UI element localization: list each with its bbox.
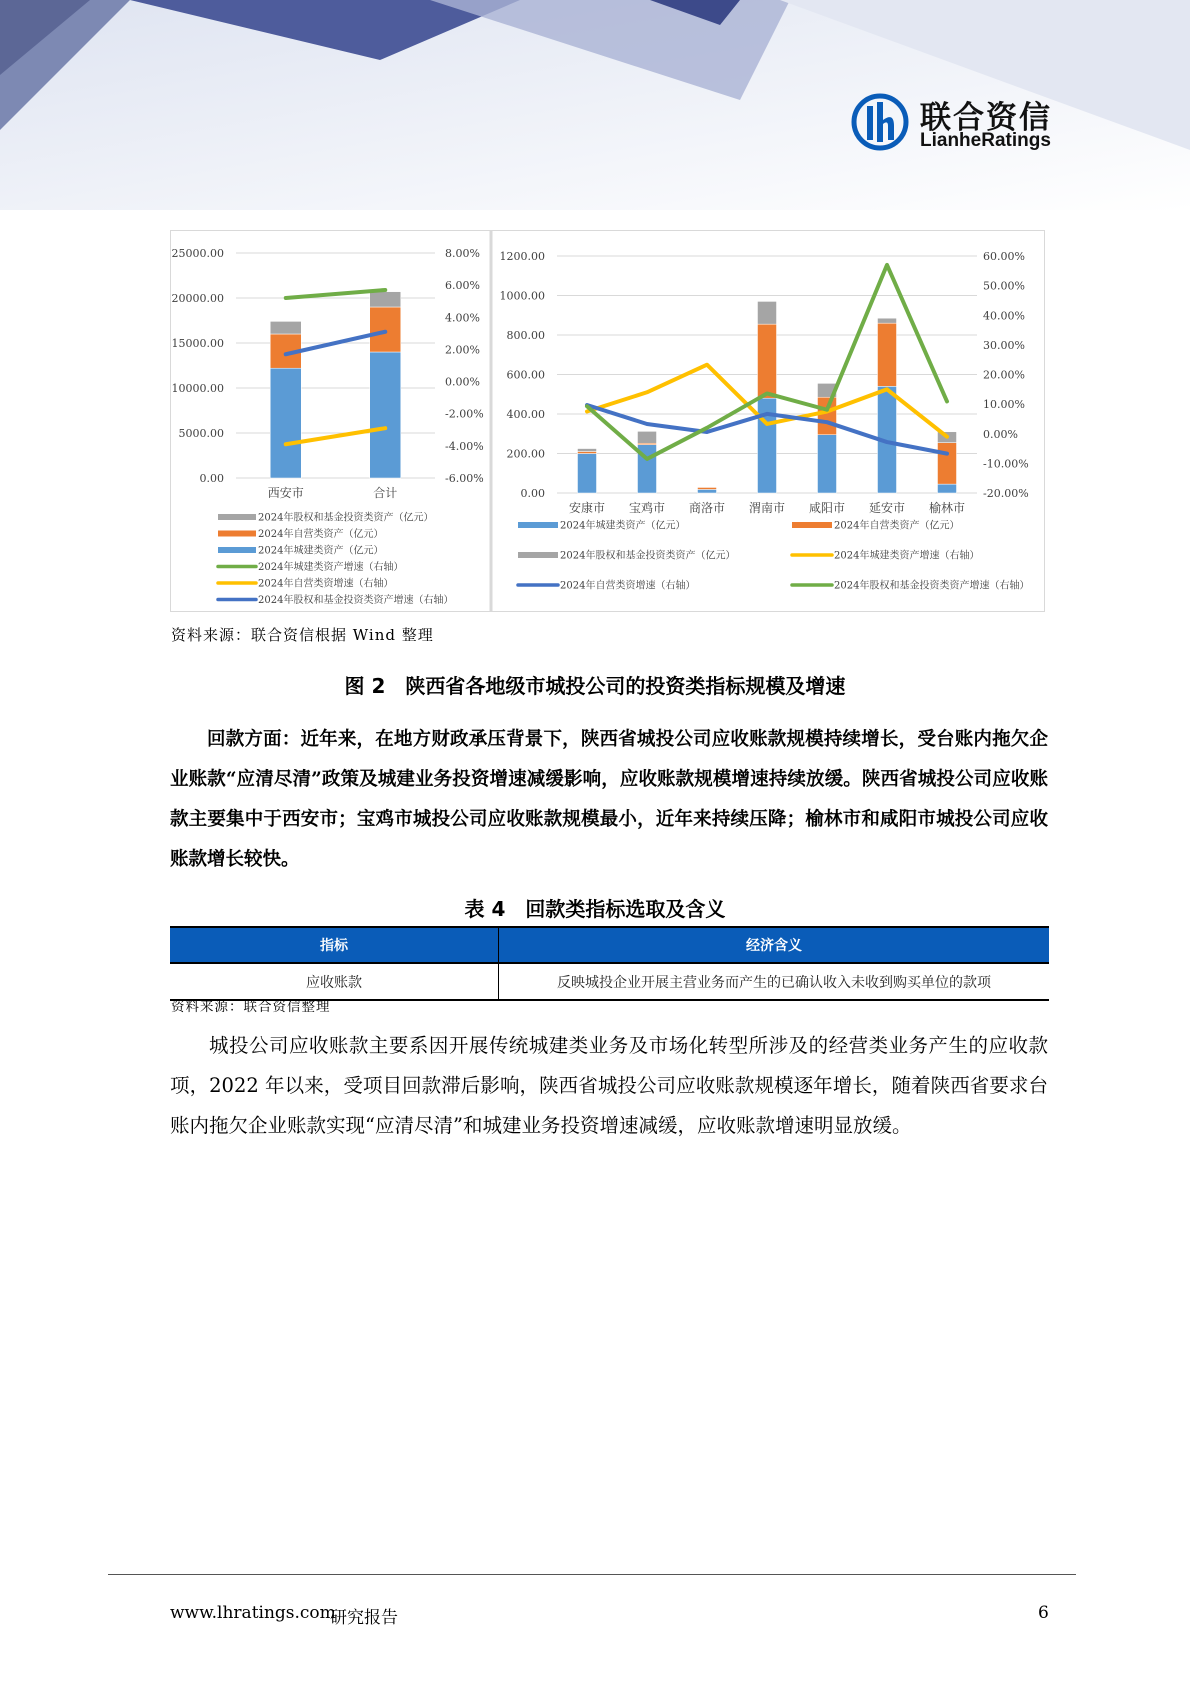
x-category-label: 安康市: [568, 501, 606, 515]
y-tick-label: 20000.00: [171, 292, 224, 305]
bar-segment: [270, 321, 301, 334]
legend-label: 2024年股权和基金投资类资产（亿元）: [560, 550, 736, 562]
legend-swatch: [218, 531, 256, 537]
bar-segment: [370, 292, 401, 307]
chart-source-note: 资料来源：联合资信根据 Wind 整理: [171, 626, 434, 644]
legend-label: 2024年自营类资产（亿元）: [258, 529, 384, 540]
bar-segment: [758, 301, 777, 324]
legend-swatch: [792, 522, 832, 528]
legend-swatch: [218, 547, 256, 553]
y2-tick-label: 6.00%: [445, 279, 480, 293]
y2-tick-label: 0.00%: [445, 375, 480, 389]
x-category-label: 合计: [373, 486, 398, 500]
bar-segment: [938, 443, 957, 484]
footer-doc-type: 研究报告: [330, 1608, 398, 1628]
y2-tick-label: -10.00%: [983, 457, 1029, 471]
x-category-label: 商洛市: [688, 501, 726, 515]
bar-segment: [578, 452, 597, 454]
paragraph-collections: 回款方面：近年来，在地方财政承压背景下，陕西省城投公司应收账款规模持续增长，受台账内拖欠企业账款“应清尽清”政策及城建业务投资增速减缓影响，应收账款规模增速持续放缓。陕西省城投公司应收账款主要集中于西安市；宝鸡市城投公司应收账款规模最小，近年来持续压降；榆林市和咸阳市城投公司应收账款增长较快。: [170, 729, 1048, 870]
x-category-label: 渭南市: [748, 501, 786, 515]
table-header-meaning: 经济含义: [499, 927, 1050, 963]
logo-english: LianheRatings: [920, 130, 1051, 151]
y2-tick-label: 30.00%: [983, 338, 1025, 352]
figure-title: 图 2 陕西省各地级市城投公司的投资类指标规模及增速: [344, 674, 846, 698]
y-tick-label: 1000.00: [499, 289, 545, 303]
legend-label: 2024年股权和基金投资类资产增速（右轴）: [834, 580, 1030, 592]
y2-tick-label: -6.00%: [445, 472, 484, 485]
y2-tick-label: 0.00%: [983, 427, 1018, 441]
x-category-label: 榆林市: [928, 501, 966, 515]
legend-label: 2024年城建类资产增速（右轴）: [834, 550, 980, 562]
legend-label: 2024年股权和基金投资类资产（亿元）: [258, 512, 434, 524]
bar-segment: [878, 318, 897, 323]
footer-divider: [108, 1574, 1076, 1575]
bar-segment: [578, 449, 597, 452]
bar-segment: [758, 324, 777, 398]
y2-tick-label: 4.00%: [445, 311, 480, 325]
bar-segment: [818, 435, 837, 493]
x-category-label: 宝鸡市: [628, 501, 666, 515]
y2-tick-label: -4.00%: [445, 439, 484, 453]
legend-label: 2024年城建类资产（亿元）: [560, 520, 686, 532]
y-tick-label: 1200.00: [499, 250, 545, 263]
bar-segment: [578, 454, 597, 494]
table-header-indicator: 指标: [170, 927, 499, 963]
y2-tick-label: -20.00%: [983, 487, 1029, 500]
y-tick-label: 600.00: [506, 368, 545, 382]
y2-tick-label: 10.00%: [983, 398, 1025, 412]
lianhe-logo-icon: [850, 92, 910, 152]
table-cell-meaning: 反映城投企业开展主营业务而产生的已确认收入未收到购买单位的款项: [499, 963, 1050, 1000]
y2-tick-label: 60.00%: [983, 250, 1025, 263]
page-number: 6: [1038, 1603, 1049, 1623]
y2-tick-label: 2.00%: [445, 343, 480, 357]
y-tick-label: 800.00: [506, 329, 545, 342]
x-category-label: 延安市: [868, 501, 906, 515]
bar-segment: [270, 368, 301, 478]
legend-label: 2024年城建类资产（亿元）: [258, 545, 384, 557]
bar-segment: [370, 352, 401, 478]
bar-segment: [698, 489, 717, 493]
legend-label: 2024年自营类资增速（右轴）: [560, 580, 696, 592]
legend-swatch: [218, 514, 256, 520]
y2-tick-label: 50.00%: [983, 279, 1025, 293]
legend-swatch: [518, 522, 558, 528]
bar-segment: [698, 487, 717, 489]
legend-label: 2024年城建类资产增速（右轴）: [258, 562, 404, 573]
y-tick-label: 400.00: [506, 408, 545, 421]
table-source-note: 资料来源：联合资信整理: [171, 999, 331, 1015]
y-tick-label: 10000.00: [171, 382, 224, 395]
y-tick-label: 15000.00: [171, 337, 224, 350]
legend-label: 2024年自营类资产（亿元）: [834, 520, 960, 532]
y-tick-label: 200.00: [506, 447, 545, 461]
bar-segment: [818, 397, 837, 435]
y2-tick-label: 40.00%: [983, 309, 1025, 323]
y-tick-label: 0.00: [199, 472, 224, 485]
legend-label: 2024年自营类资增速（右轴）: [258, 578, 394, 590]
bar-segment: [370, 307, 401, 352]
legend-swatch: [518, 552, 558, 558]
indicator-table: [170, 926, 1049, 1001]
bar-segment: [638, 431, 657, 443]
y2-tick-label: 8.00%: [445, 247, 480, 260]
y-tick-label: 5000.00: [178, 427, 224, 440]
table-cell-indicator: 应收账款: [170, 963, 499, 1000]
table-header-row: [170, 927, 1049, 963]
legend-label: 2024年股权和基金投资类资产增速（右轴）: [258, 595, 454, 606]
logo-chinese: 联合资信: [920, 100, 1052, 136]
y2-tick-label: 20.00%: [983, 368, 1025, 382]
table-title: 表 4 回款类指标选取及含义: [464, 897, 726, 921]
footer-website[interactable]: www.lhratings.com: [170, 1603, 336, 1623]
paragraph-receivables: 城投公司应收账款主要系因开展传统城建类业务及市场化转型所涉及的经营类业务产生的应收款项，2022 年以来，受项目回款滞后影响，陕西省城投公司应收账款规模逐年增长，随着陕西省要求台账内拖欠企业账款实现“应清尽清”和城建业务投资增速减缓，应收账款增速明显放缓。: [170, 1034, 1048, 1137]
x-category-label: 咸阳市: [808, 501, 846, 515]
bar-segment: [878, 323, 897, 386]
figure-charts: [170, 230, 1045, 612]
bar-segment: [938, 484, 957, 493]
y2-tick-label: -2.00%: [445, 407, 484, 421]
y-tick-label: 25000.00: [171, 247, 224, 260]
y-tick-label: 0.00: [520, 487, 545, 500]
x-category-label: 西安市: [267, 486, 304, 500]
